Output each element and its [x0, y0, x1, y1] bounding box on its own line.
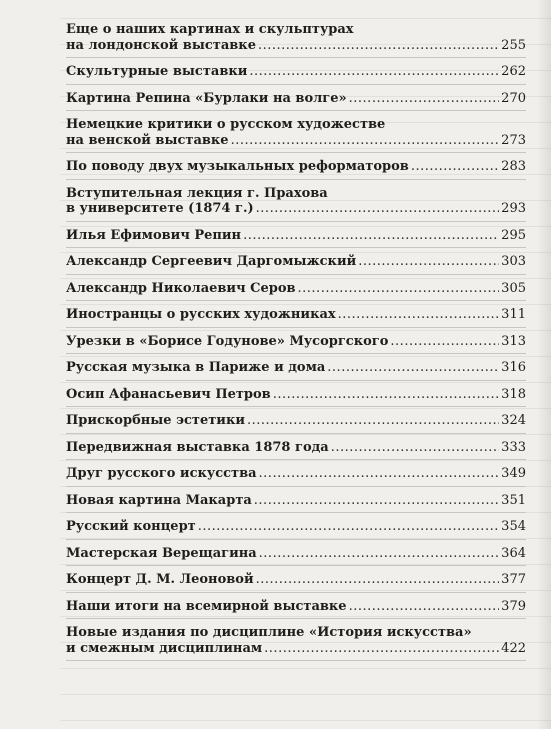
- toc-page-number: 422: [501, 640, 526, 656]
- entry-separator: [66, 380, 526, 381]
- toc-entry: [66, 599, 526, 620]
- toc-entry-last-line: [66, 387, 526, 403]
- entry-separator: [66, 618, 526, 619]
- toc-page-number: 305: [501, 280, 526, 296]
- dot-leader: [258, 38, 499, 54]
- toc-entry-last-line: [66, 254, 526, 270]
- toc-page-number: 351: [501, 492, 526, 508]
- dot-leader: [349, 91, 500, 107]
- toc-page-number: 364: [501, 545, 526, 561]
- toc-entry: [66, 117, 526, 153]
- toc-entry-last-line: [66, 466, 526, 482]
- toc-entry-last-line: [66, 519, 526, 535]
- dot-leader: [231, 133, 500, 149]
- entry-separator: [66, 512, 526, 513]
- toc-entry: [66, 228, 526, 249]
- toc-entry-last-line: [66, 413, 526, 429]
- toc-entry: [66, 186, 526, 222]
- toc-page-number: 283: [501, 159, 526, 174]
- toc-page-number: 333: [501, 439, 526, 455]
- toc-entry-title-line: Вступительная лекция г. Прахова: [66, 185, 328, 201]
- toc-entry: [66, 546, 526, 567]
- toc-page-number: 354: [501, 519, 526, 534]
- toc-page-number: 270: [501, 90, 526, 106]
- toc-page-number: 255: [501, 37, 526, 53]
- toc-entry: [66, 466, 526, 487]
- entry-separator: [66, 539, 526, 540]
- entry-separator: [66, 152, 526, 153]
- toc-entry-title-line: на венской выставке: [66, 132, 229, 148]
- dot-leader: [358, 254, 499, 270]
- toc-page-number: 262: [501, 64, 526, 79]
- entry-separator: [66, 110, 526, 111]
- entry-separator: [66, 406, 526, 407]
- dot-leader: [259, 466, 500, 482]
- toc-page-number: 379: [501, 598, 526, 614]
- toc-page-number: 311: [501, 307, 526, 322]
- toc-page-number: 303: [501, 254, 526, 269]
- toc-entry: [66, 334, 526, 355]
- toc-entry-last-line: [66, 572, 526, 588]
- dot-leader: [411, 159, 499, 175]
- toc-entry-title-line: По поводу двух музыкальных реформаторов: [66, 159, 409, 174]
- dot-leader: [390, 334, 499, 350]
- toc-entry-title-line: Урезки в «Борисе Годунове» Мусоргского: [66, 333, 389, 349]
- toc-entry: [66, 440, 526, 461]
- entry-separator: [66, 433, 526, 434]
- toc-entry-last-line: [66, 641, 526, 657]
- entry-separator: [66, 221, 526, 222]
- entry-separator: [66, 459, 526, 460]
- table-of-contents: [66, 22, 526, 667]
- toc-entry: [66, 625, 526, 661]
- toc-entry-title-line: Русская музыка в Париже и дома: [66, 360, 326, 375]
- toc-page-number: 313: [501, 333, 526, 349]
- toc-entry-title-line: Александр Сергеевич Даргомыжский: [66, 254, 357, 269]
- toc-page-number: 273: [501, 132, 526, 148]
- toc-entry-last-line: [66, 281, 526, 297]
- dot-leader: [259, 546, 500, 562]
- toc-entry-title-line: Осип Афанасьевич Петров: [66, 386, 271, 402]
- toc-entry-last-line: [66, 201, 526, 217]
- dot-leader: [198, 519, 499, 535]
- toc-page-number: 377: [501, 572, 526, 587]
- toc-entry-title-line: Новые издания по дисциплине «История искусства»: [66, 625, 472, 640]
- toc-entry-title-line: Мастерская Верещагина: [66, 545, 257, 561]
- dot-leader: [298, 281, 500, 297]
- toc-entry-last-line: [66, 38, 526, 54]
- toc-entry-title-line: Новая картина Макарта: [66, 492, 252, 508]
- toc-entry: [66, 307, 526, 328]
- toc-page-number: 316: [501, 360, 526, 375]
- toc-entry-title-line: Немецкие критики о русском художестве: [66, 117, 386, 132]
- toc-entry-title-line: и смежным дисциплинам: [66, 640, 263, 656]
- entry-separator: [66, 353, 526, 354]
- entry-separator: [66, 660, 526, 661]
- toc-entry-last-line: [66, 133, 526, 149]
- toc-entry-last-line: [66, 64, 526, 80]
- toc-entry-title-line: Русский концерт: [66, 519, 196, 534]
- toc-entry-title-line: в университете (1874 г.): [66, 201, 254, 216]
- toc-page-number: 318: [501, 386, 526, 402]
- toc-entry-title-line: Александр Николаевич Серов: [66, 280, 296, 296]
- toc-entry-last-line: [66, 159, 526, 175]
- dot-leader: [249, 64, 499, 80]
- toc-entry: [66, 254, 526, 275]
- toc-entry-title-line: Скультурные выставки: [66, 64, 248, 79]
- toc-entry: [66, 91, 526, 112]
- entry-separator: [66, 486, 526, 487]
- toc-entry-title-line: Концерт Д. М. Леоновой: [66, 572, 254, 587]
- dot-leader: [331, 440, 499, 456]
- toc-entry-title-line: Друг русского искусства: [66, 466, 257, 481]
- entry-separator: [66, 300, 526, 301]
- entry-separator: [66, 247, 526, 248]
- dot-leader: [264, 641, 499, 657]
- toc-entry-title-line: Еще о наших картинах и скульптурах: [66, 22, 354, 37]
- toc-entry: [66, 64, 526, 85]
- toc-entry-last-line: [66, 360, 526, 376]
- entry-separator: [66, 565, 526, 566]
- toc-entry: [66, 413, 526, 434]
- dot-leader: [349, 599, 500, 615]
- toc-entry-title-line: Иностранцы о русских художниках: [66, 307, 336, 322]
- toc-page-number: 293: [501, 201, 526, 216]
- entry-separator: [66, 592, 526, 593]
- toc-entry-title-line: Наши итоги на всемирной выставке: [66, 598, 347, 614]
- toc-entry: [66, 519, 526, 540]
- dot-leader: [327, 360, 499, 376]
- toc-entry-title-line: Передвижная выставка 1878 года: [66, 439, 329, 455]
- toc-entry-last-line: [66, 440, 526, 456]
- dot-leader: [243, 228, 499, 244]
- toc-page-number: 349: [501, 466, 526, 481]
- dot-leader: [273, 387, 499, 403]
- dot-leader: [247, 413, 499, 429]
- toc-entry-title-line: Прискорбные эстетики: [66, 413, 245, 428]
- entry-separator: [66, 84, 526, 85]
- toc-entry-last-line: [66, 493, 526, 509]
- toc-entry: [66, 22, 526, 58]
- toc-entry: [66, 281, 526, 302]
- toc-entry: [66, 387, 526, 408]
- toc-entry-title-line: на лондонской выставке: [66, 37, 256, 53]
- toc-entry-title-line: Илья Ефимович Репин: [66, 227, 242, 243]
- toc-entry-last-line: [66, 599, 526, 615]
- toc-entry: [66, 493, 526, 514]
- entry-separator: [66, 274, 526, 275]
- dot-leader: [256, 572, 500, 588]
- entry-separator: [66, 327, 526, 328]
- page-edge-shadow: [537, 0, 551, 729]
- toc-entry-last-line: [66, 546, 526, 562]
- toc-entry: [66, 360, 526, 381]
- toc-entry-last-line: [66, 307, 526, 323]
- dot-leader: [338, 307, 500, 323]
- toc-entry-last-line: [66, 228, 526, 244]
- entry-separator: [66, 179, 526, 180]
- toc-page-number: 324: [501, 413, 526, 428]
- toc-entry-title-line: Картина Репина «Бурлаки на волге»: [66, 90, 347, 106]
- toc-page-number: 295: [501, 227, 526, 243]
- entry-separator: [66, 57, 526, 58]
- toc-entry: [66, 572, 526, 593]
- dot-leader: [256, 201, 500, 217]
- toc-entry: [66, 159, 526, 180]
- dot-leader: [254, 493, 499, 509]
- toc-entry-last-line: [66, 91, 526, 107]
- toc-entry-last-line: [66, 334, 526, 350]
